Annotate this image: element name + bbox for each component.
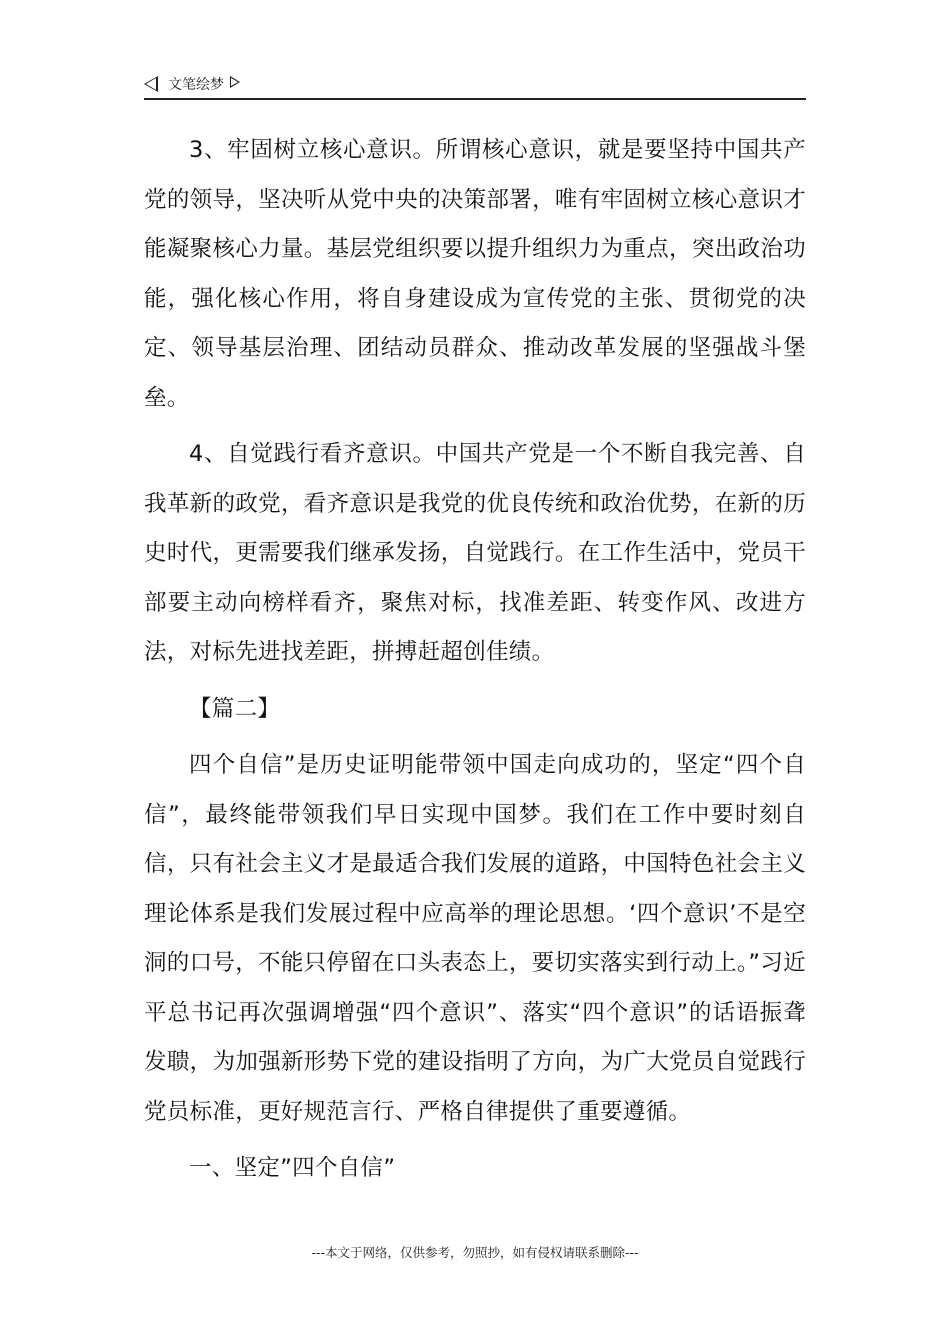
page-footer-disclaimer: ---本文于网络，仅供参考，勿照抄，如有侵权请联系删除--- (311, 1245, 639, 1260)
paragraph-core-awareness: 3、牢固树立核心意识。所谓核心意识，就是要坚持中国共产党的领导，坚决听从党中央的决策部署，唯有牢固树立核心意识才能凝聚核心力量。基层党组织要以提升组织力为重点，突出政治功能，强化核心作用，将自身建设成为宣传党的主张、贯彻党的决定、领导基层治理、团结动员群众、推动改革发展的坚强战斗堡垒。 (144, 137, 806, 411)
paragraph-alignment-awareness: 4、自觉践行看齐意识。中国共产党是一个不断自我完善、自我革新的政党，看齐意识是我党的优良传统和政治优势，在新的历史时代，更需要我们继承发扬，自觉践行。在工作生活中，党员干部要主动向榜样看齐，聚焦对标，找准差距、转变作风、改进方法，对标先进找差距，拼搏赶超创佳绩。 (144, 441, 806, 665)
triangle-left-icon (144, 76, 158, 92)
section-heading-part-two: 【篇二】 (189, 695, 281, 722)
header-title: 文笔绘梦 (168, 77, 224, 93)
document-body (144, 126, 806, 1201)
triangle-right-icon (230, 76, 240, 88)
paragraph-four-confidences: 四个自信”是历史证明能带领中国走向成功的，坚定“四个自信”，最终能带领我们早日实现中国梦。我们在工作中要时刻自信，只有社会主义才是最适合我们发展的道路，中国特色社会主义理论体系是我们发展过程中应高举的理论思想。‘四个意识’不是空洞的口号，不能只停留在口头表态上，要切实落实到行动上。”习近平总书记再次强调增强“四个意识”、落实“四个意识”的话语振聋发聩，为加强新形势下党的建设指明了方向，为广大党员自觉践行党员标准，更好规范言行、严格自律提供了重要遵循。 (144, 752, 806, 1125)
subheading-firm-confidence: 一、坚定”四个自信” (189, 1155, 396, 1181)
page-header (144, 72, 806, 100)
